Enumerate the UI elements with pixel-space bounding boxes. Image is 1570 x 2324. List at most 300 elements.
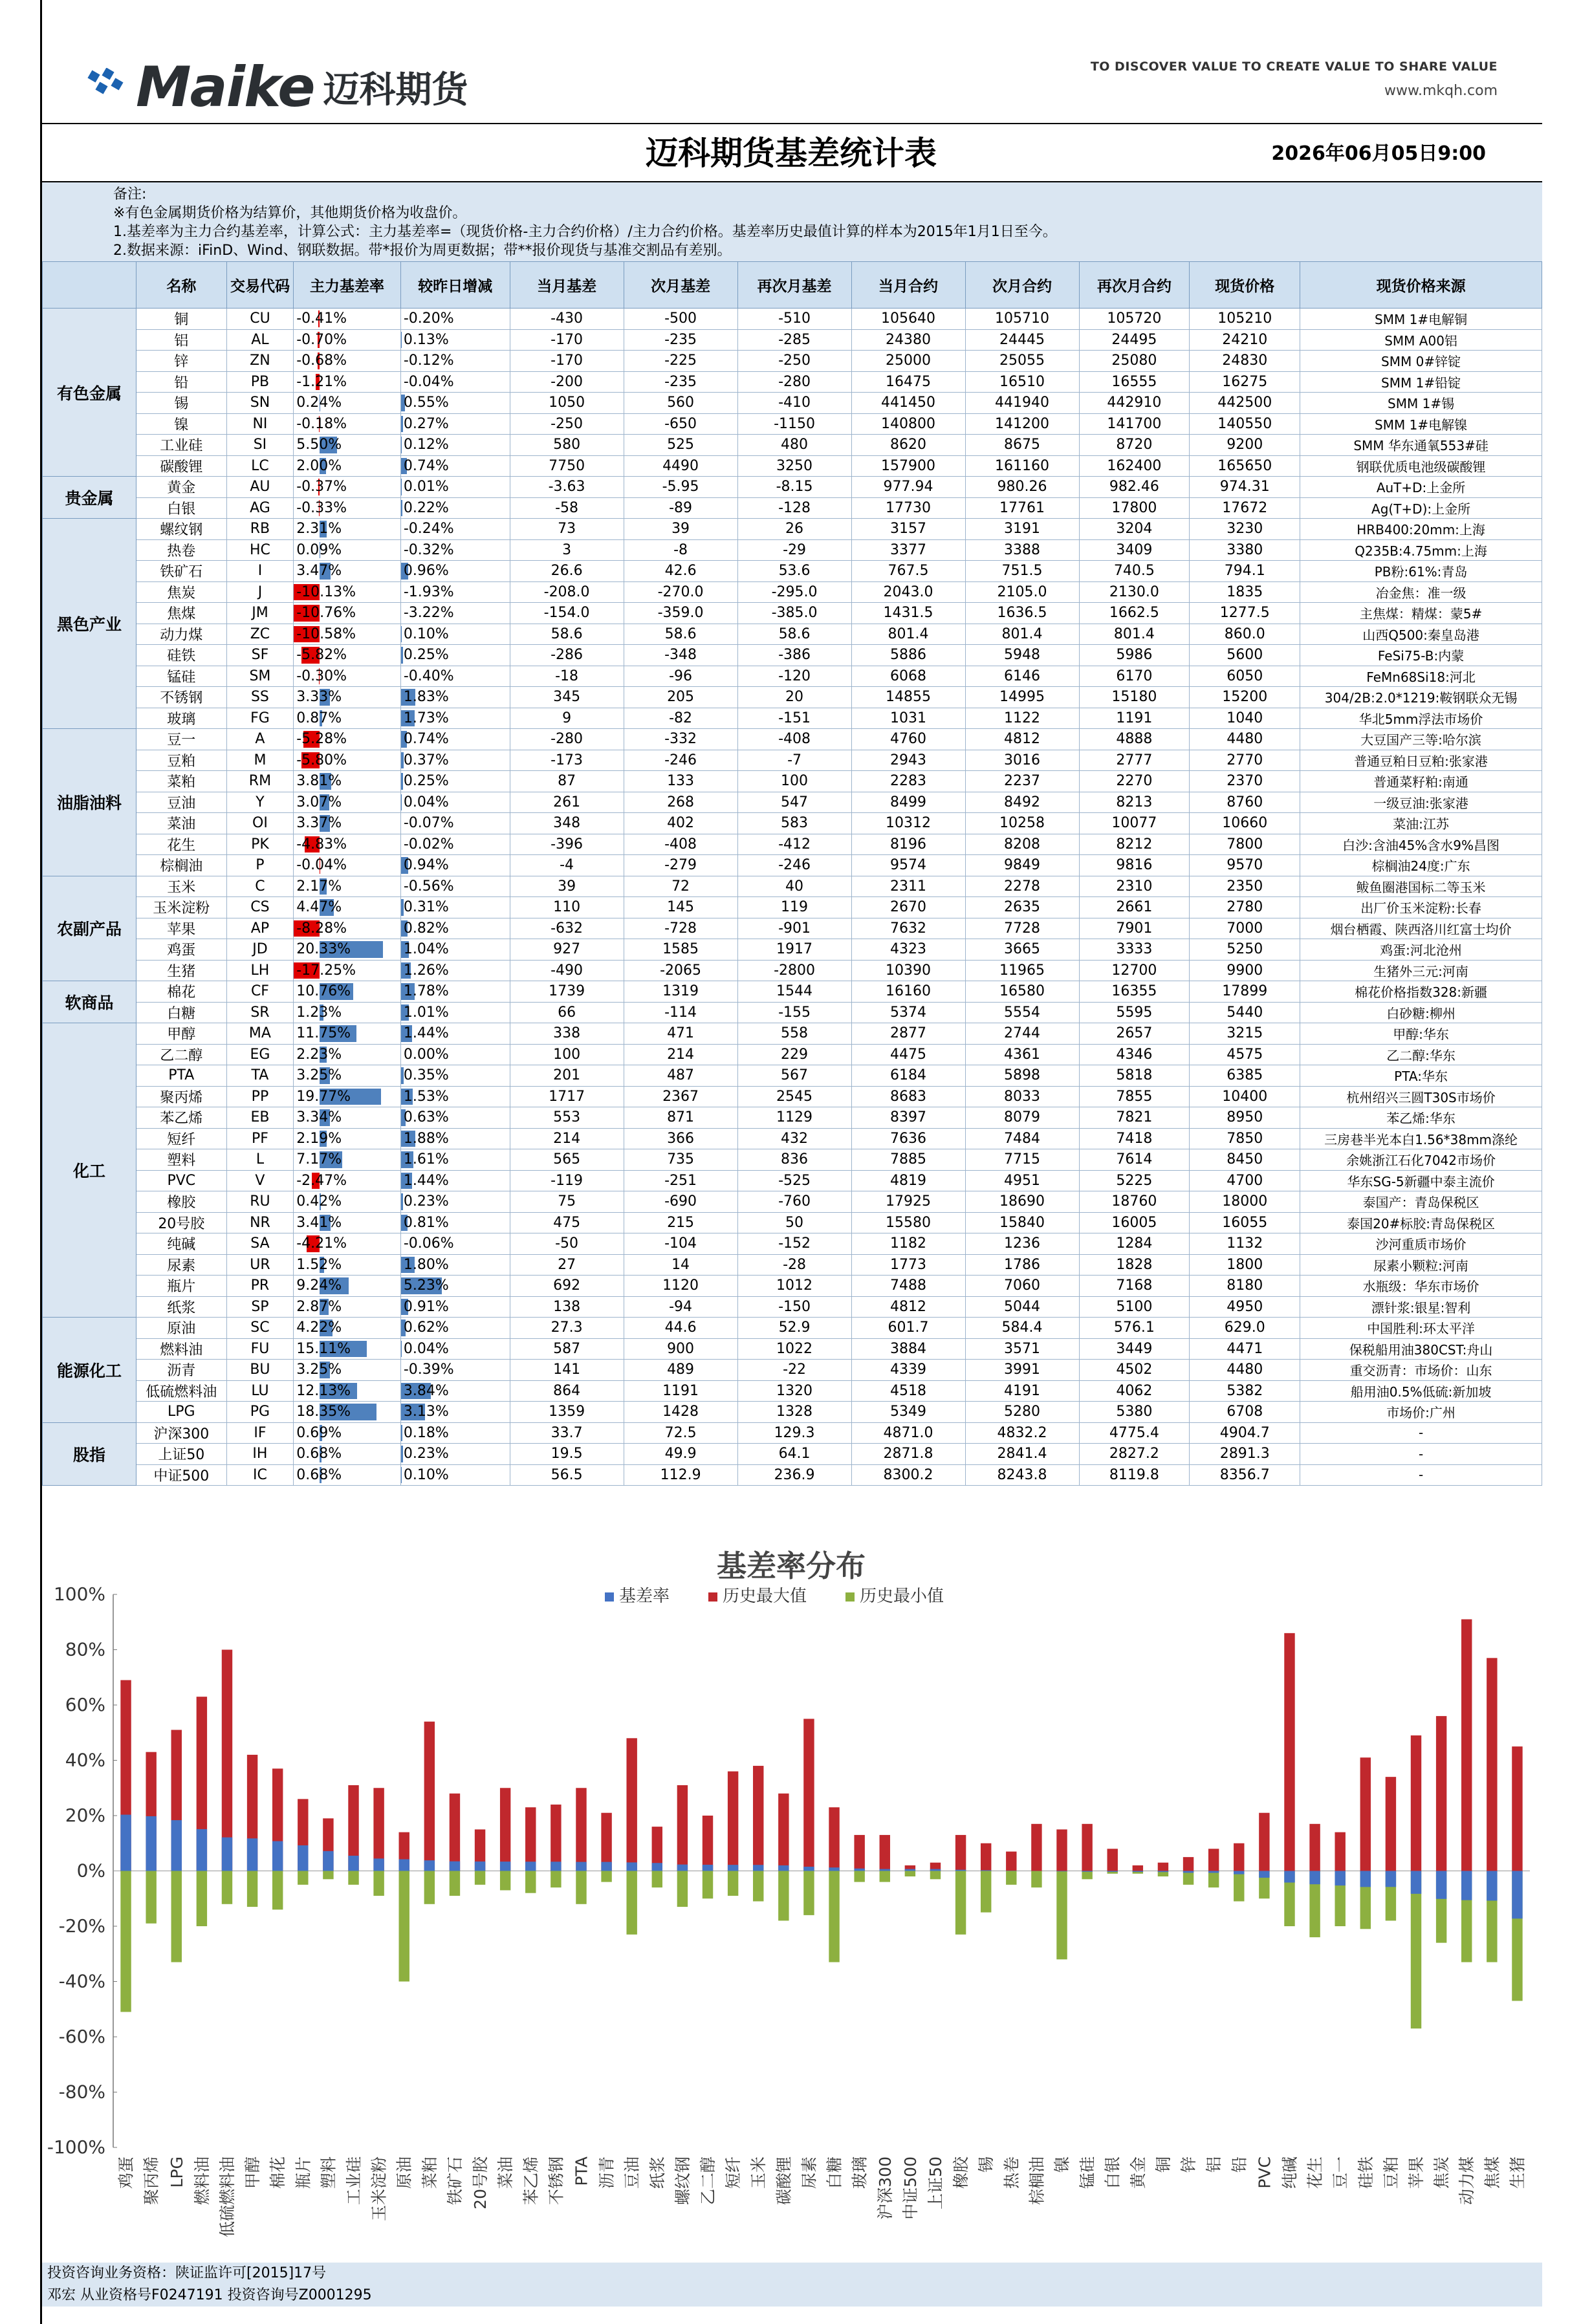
spot-price-cell: 10400 [1190,1086,1300,1107]
basis-rate-cell [294,1191,401,1213]
group-label: 油脂油料 [43,729,136,876]
next2-month-basis-cell: -385.0 [737,603,851,624]
spot-price-source-cell: 烟台栖霞、陕西洛川红富士均价 [1300,918,1542,939]
next-contract-cell: 7728 [965,918,1079,939]
next-month-basis-cell: 44.6 [624,1318,737,1339]
spot-price-source-cell: SMM A00铝 [1300,329,1542,351]
hist-max-bar [551,1805,561,1871]
cell-value: 2.00% [296,457,342,474]
product-name-cell: 白糖 [136,1002,226,1023]
next-month-basis-cell: 205 [624,687,737,708]
product-name-cell: 苯乙烯 [136,1107,226,1129]
trade-code-cell: CS [226,897,294,918]
spot-price-cell: 1040 [1190,708,1300,729]
next2-month-basis-cell: 236.9 [737,1464,851,1486]
next-contract-cell: 16510 [965,371,1079,393]
x-category-label: 焦炭 [1432,2156,1452,2189]
next-contract-cell: 6146 [965,666,1079,687]
x-category-label: 锰硅 [1078,2156,1097,2189]
next-month-basis-cell: 560 [624,393,737,414]
table-row [43,813,1542,834]
cell-value: 0.25% [403,773,449,790]
cell-value: 0.24% [296,395,342,411]
spot-price-source-cell: Ag(T+D):上金所 [1300,497,1542,519]
current-contract-cell: 8620 [851,435,965,456]
product-name-cell: 工业硅 [136,435,226,456]
cell-value: 3.13% [403,1404,449,1420]
basis-rate-bar [197,1829,207,1871]
product-name-cell: 锡 [136,393,226,414]
next2-month-basis-cell: -151 [737,708,851,729]
next2-contract-cell: 8720 [1079,435,1190,456]
cell-value: -0.40% [403,668,454,684]
next-month-basis-cell: 133 [624,771,737,792]
next2-contract-cell: 7821 [1079,1107,1190,1129]
table-row [43,309,1542,330]
next-contract-cell: 24445 [965,329,1079,351]
next-contract-cell: 161160 [965,455,1079,477]
next-month-basis-cell: -5.95 [624,477,737,498]
next-month-basis-cell: 58.6 [624,624,737,645]
next2-month-basis-cell: -410 [737,393,851,414]
daily-change-cell [400,603,510,624]
hist-min-bar [500,1871,510,1891]
x-category-label: 铜 [1153,2156,1173,2173]
trade-code-cell: V [226,1170,294,1191]
table-row [43,708,1542,729]
next2-contract-cell: 4062 [1079,1380,1190,1402]
basis-rate-cell [294,1107,401,1129]
cell-value: -17.25% [296,962,356,979]
x-category-label: 棉花 [268,2156,288,2189]
cell-value: -0.30% [296,668,347,684]
group-label: 软商品 [43,981,136,1023]
x-category-label: 动力煤 [1457,2156,1477,2206]
spot-price-cell: 5382 [1190,1380,1300,1402]
daily-change-bar [401,332,402,349]
next-contract-cell: 15840 [965,1212,1079,1233]
daily-change-cell [400,960,510,981]
current-contract-cell: 105640 [851,309,965,330]
spot-price-cell: 4904.7 [1190,1422,1300,1444]
hist-min-bar [1183,1871,1194,1885]
x-category-label: 锡 [977,2156,996,2173]
next-contract-cell: 2744 [965,1023,1079,1045]
cell-value: -0.06% [403,1235,454,1252]
spot-price-source-cell: 华东SG-5新疆中泰主流价 [1300,1170,1542,1191]
cell-value: 1.26% [403,962,449,979]
trade-code-cell: CU [226,309,294,330]
hist-min-bar [930,1871,941,1880]
cell-value: -0.07% [403,815,454,832]
daily-change-bar [401,899,404,916]
current-month-basis-cell: -170 [510,329,624,351]
table-row [43,477,1542,498]
current-month-basis-cell: 201 [510,1065,624,1087]
cell-value: 0.69% [296,1424,342,1441]
next2-contract-cell: 740.5 [1079,561,1190,582]
brand-logo [84,55,468,120]
next-month-basis-cell: 1585 [624,939,737,961]
basis-rate-cell [294,1338,401,1360]
basis-rate-bar [601,1862,611,1871]
basis-rate-cell [294,371,401,393]
basis-rate-cell [294,981,401,1003]
x-category-label: 菜油 [496,2156,516,2189]
current-month-basis-cell: 1050 [510,393,624,414]
hist-min-bar [753,1871,763,1902]
table-row [43,371,1542,393]
x-category-label: 鸡蛋 [116,2156,136,2189]
next2-month-basis-cell: 2545 [737,1086,851,1107]
next-contract-cell: 2635 [965,897,1079,918]
hist-max-bar [450,1794,460,1871]
spot-price-source-cell: 苯乙烯:华东 [1300,1107,1542,1129]
hist-min-bar [323,1871,333,1880]
basis-rate-bar [626,1862,637,1871]
cell-value: -2.47% [296,1172,347,1189]
next2-contract-cell: 16005 [1079,1212,1190,1233]
product-name-cell: 菜油 [136,813,226,834]
y-tick-label: 20% [65,1805,105,1826]
table-row [43,1107,1542,1129]
spot-price-cell: 165650 [1190,455,1300,477]
product-name-cell: 沪深300 [136,1422,226,1444]
y-tick-label: 40% [65,1749,105,1771]
product-name-cell: 中证500 [136,1464,226,1486]
current-month-basis-cell: 27 [510,1254,624,1276]
next-contract-cell: 8675 [965,435,1079,456]
daily-change-bar [401,626,402,643]
cell-value: 5.50% [296,437,342,453]
next-month-basis-cell: -251 [624,1170,737,1191]
next-contract-cell: 8492 [965,792,1079,813]
cell-value: 0.31% [403,899,449,916]
trade-code-cell: SM [226,666,294,687]
basis-rate-bar [677,1865,688,1871]
next2-month-basis-cell: -28 [737,1254,851,1276]
current-month-basis-cell: 87 [510,771,624,792]
cell-value: 0.68% [296,1466,342,1483]
hist-min-bar [652,1871,662,1888]
spot-price-source-cell: PTA:华东 [1300,1065,1542,1087]
cell-value: -0.02% [403,836,454,852]
product-name-cell: 棉花 [136,981,226,1003]
hist-min-bar [197,1871,207,1927]
y-tick-label: -100% [47,2136,105,2158]
table-row [43,1086,1542,1107]
next2-contract-cell: 7168 [1079,1276,1190,1297]
current-month-basis-cell: -50 [510,1233,624,1255]
column-header: 名称 [136,262,226,309]
spot-price-cell: 1835 [1190,581,1300,603]
next-contract-cell: 5898 [965,1065,1079,1087]
basis-rate-bar [1386,1871,1396,1887]
daily-change-cell [400,981,510,1003]
next2-contract-cell: 4346 [1079,1044,1190,1065]
product-name-cell: 螺纹钢 [136,519,226,540]
cell-value: 0.09% [296,541,342,558]
current-contract-cell: 977.94 [851,477,965,498]
trade-code-cell: J [226,581,294,603]
daily-change-cell [400,813,510,834]
website-link[interactable]: www.mkqh.com [1384,83,1498,99]
product-name-cell: 20号胶 [136,1212,226,1233]
trade-code-cell: SS [226,687,294,708]
trade-code-cell: RU [226,1191,294,1213]
spot-price-source-cell: 市场价:广州 [1300,1402,1542,1423]
basis-rate-bar [1056,1871,1067,1872]
basis-rate-cell [294,687,401,708]
next2-month-basis-cell: 836 [737,1149,851,1171]
trade-code-cell: RM [226,771,294,792]
table-row [43,939,1542,961]
basis-rate-bar [930,1869,941,1871]
basis-rate-bar [1436,1871,1446,1899]
current-month-basis-cell: 475 [510,1212,624,1233]
basis-rate-cell [294,1086,401,1107]
product-name-cell: 生猪 [136,960,226,981]
trade-code-cell: PB [226,371,294,393]
basis-rate-cell [294,1296,401,1318]
table-row [43,1296,1542,1318]
current-month-basis-cell: 1359 [510,1402,624,1423]
spot-price-cell: 3380 [1190,539,1300,561]
next2-month-basis-cell: -760 [737,1191,851,1213]
cell-value: 1.23% [296,1004,342,1021]
cell-value: -0.04% [403,373,454,390]
product-name-cell: 锰硅 [136,666,226,687]
spot-price-cell: 2350 [1190,876,1300,897]
next-month-basis-cell: 471 [624,1023,737,1045]
cell-value: -0.39% [403,1362,454,1378]
cell-value: 0.55% [403,395,449,411]
cell-value: -5.82% [296,647,347,664]
current-month-basis-cell: 214 [510,1128,624,1149]
spot-price-source-cell: 重交沥青：市场价：山东 [1300,1360,1542,1381]
daily-change-cell [400,729,510,750]
x-category-label: 纯碱 [1280,2156,1300,2189]
trade-code-cell: SP [226,1296,294,1318]
spot-price-cell: 3230 [1190,519,1300,540]
y-tick-label: -60% [58,2026,105,2047]
daily-change-bar [401,1467,402,1484]
trade-code-cell: M [226,750,294,771]
next2-month-basis-cell: 567 [737,1065,851,1087]
product-name-cell: PTA [136,1065,226,1087]
current-contract-cell: 2877 [851,1023,965,1045]
basis-rate-cell [294,1464,401,1486]
next2-month-basis-cell: -295.0 [737,581,851,603]
hist-min-bar [880,1871,890,1882]
hist-min-bar [576,1871,586,1904]
x-category-label: 原油 [395,2156,414,2189]
next2-month-basis-cell: 52.9 [737,1318,851,1339]
next2-contract-cell: 6170 [1079,666,1190,687]
current-contract-cell: 15580 [851,1212,965,1233]
cell-value: 1.61% [403,1151,449,1168]
product-name-cell: 上证50 [136,1444,226,1465]
hist-max-bar [424,1722,435,1871]
next-month-basis-cell: 112.9 [624,1464,737,1486]
next2-month-basis-cell: -510 [737,309,851,330]
x-category-label: 铝 [1205,2156,1224,2173]
next-contract-cell: 2841.4 [965,1444,1079,1465]
current-contract-cell: 7636 [851,1128,965,1149]
daily-change-cell [400,708,510,729]
daily-change-cell [400,581,510,603]
next2-contract-cell: 5595 [1079,1002,1190,1023]
logo-wordmark: Maike [136,55,314,120]
spot-price-source-cell: 304/2B:2.0*1219:鞍钢联众无锡 [1300,687,1542,708]
hist-max-bar [1183,1857,1194,1871]
trade-code-cell: FU [226,1338,294,1360]
next2-contract-cell: 1191 [1079,708,1190,729]
daily-change-cell [400,750,510,771]
current-contract-cell: 16160 [851,981,965,1003]
next-month-basis-cell: -104 [624,1233,737,1255]
current-month-basis-cell: 580 [510,435,624,456]
next-month-basis-cell: -96 [624,666,737,687]
hist-max-bar [373,1788,384,1871]
trade-code-cell: PF [226,1128,294,1149]
next2-month-basis-cell: -120 [737,666,851,687]
basis-rate-cell [294,519,401,540]
cell-value: 0.96% [403,563,449,580]
x-category-label: 不锈钢 [547,2156,566,2206]
daily-change-cell [400,1002,510,1023]
current-month-basis-cell: 345 [510,687,624,708]
next2-month-basis-cell: -2800 [737,960,851,981]
x-category-label: 白糖 [825,2156,844,2189]
current-month-basis-cell: -280 [510,729,624,750]
current-month-basis-cell: 100 [510,1044,624,1065]
x-category-label: 玉米淀粉 [369,2156,389,2222]
x-category-label: 瓶片 [294,2156,313,2189]
basis-rate-cell [294,603,401,624]
daily-change-cell [400,1360,510,1381]
hist-min-bar [171,1871,182,1962]
basis-rate-bar [525,1862,536,1871]
next-month-basis-cell: 14 [624,1254,737,1276]
next-month-basis-cell: -235 [624,371,737,393]
cell-value: 3.37% [296,815,342,832]
logo-cubes-icon [84,68,136,107]
current-month-basis-cell: -250 [510,413,624,435]
hist-max-bar [1031,1824,1041,1871]
next2-contract-cell: 12700 [1079,960,1190,981]
basis-rate-bar [905,1869,915,1871]
current-contract-cell: 3377 [851,539,965,561]
current-contract-cell: 4812 [851,1296,965,1318]
next-contract-cell: 1236 [965,1233,1079,1255]
daily-change-cell [400,1254,510,1276]
next2-contract-cell: 2777 [1079,750,1190,771]
table-row [43,519,1542,540]
current-month-basis-cell: 565 [510,1149,624,1171]
table-row [43,413,1542,435]
hist-max-bar [1234,1843,1244,1871]
next2-month-basis-cell: 50 [737,1212,851,1233]
cell-value: 0.42% [296,1193,342,1210]
next-contract-cell: 8243.8 [965,1464,1079,1486]
next2-month-basis-cell: 53.6 [737,561,851,582]
next-month-basis-cell: -728 [624,918,737,939]
cell-value: 0.23% [403,1193,449,1210]
current-contract-cell: 4760 [851,729,965,750]
current-month-basis-cell: 1717 [510,1086,624,1107]
daily-change-cell [400,855,510,876]
hist-max-bar [576,1788,586,1871]
trade-code-cell: IF [226,1422,294,1444]
next2-contract-cell: 15180 [1079,687,1190,708]
spot-price-source-cell: 尿素小颗粒:河南 [1300,1254,1542,1276]
cell-value: -5.80% [296,752,347,768]
trade-code-cell: I [226,561,294,582]
next2-month-basis-cell: 1012 [737,1276,851,1297]
hist-max-bar [1082,1824,1092,1871]
cell-value: 3.07% [296,794,342,810]
table-row [43,1191,1542,1213]
basis-rate-bar [424,1860,435,1871]
next-contract-cell: 10258 [965,813,1079,834]
spot-price-cell: 5600 [1190,645,1300,666]
group-label: 农副产品 [43,876,136,981]
hist-max-bar [1512,1746,1522,1871]
next-month-basis-cell: 489 [624,1360,737,1381]
spot-price-source-cell: 水瓶级：华东市场价 [1300,1276,1542,1297]
product-name-cell: 塑料 [136,1149,226,1171]
next-contract-cell: 7484 [965,1128,1079,1149]
x-category-label: 铅 [1230,2156,1249,2173]
trade-code-cell: PP [226,1086,294,1107]
next-month-basis-cell: 1428 [624,1402,737,1423]
hist-max-bar [1158,1863,1168,1871]
hist-min-bar [778,1871,789,1921]
hist-min-bar [955,1871,966,1935]
x-category-label: 豆油 [622,2156,642,2189]
table-row [43,351,1542,372]
cell-value: 0.25% [403,647,449,664]
group-label: 贵金属 [43,477,136,519]
product-name-cell: 豆一 [136,729,226,750]
product-name-cell: 玻璃 [136,708,226,729]
next2-contract-cell: 3409 [1079,539,1190,561]
notes-box [42,181,1542,261]
product-name-cell: 尿素 [136,1254,226,1276]
cell-value: 1.52% [296,1256,342,1273]
current-contract-cell: 1031 [851,708,965,729]
x-category-label: 沥青 [597,2156,616,2189]
basis-rate-cell [294,435,401,456]
daily-change-cell [400,1464,510,1486]
basis-rate-cell [294,1044,401,1065]
spot-price-cell: 4471 [1190,1338,1300,1360]
x-category-label: PTA [572,2156,591,2186]
column-header: 当月基差 [510,262,624,309]
product-name-cell: 铁矿石 [136,561,226,582]
next-month-basis-cell: -650 [624,413,737,435]
basis-rate-bar [1082,1871,1092,1872]
cell-value: -10.58% [296,625,356,642]
cell-value: 0.68% [296,1446,342,1462]
cell-value: -0.70% [296,331,347,348]
cell-value: 3.33% [296,689,342,706]
next2-contract-cell: 7614 [1079,1149,1190,1171]
hist-min-bar [146,1871,156,1924]
basis-rate-bar [1234,1871,1244,1874]
daily-change-bar [401,647,403,664]
